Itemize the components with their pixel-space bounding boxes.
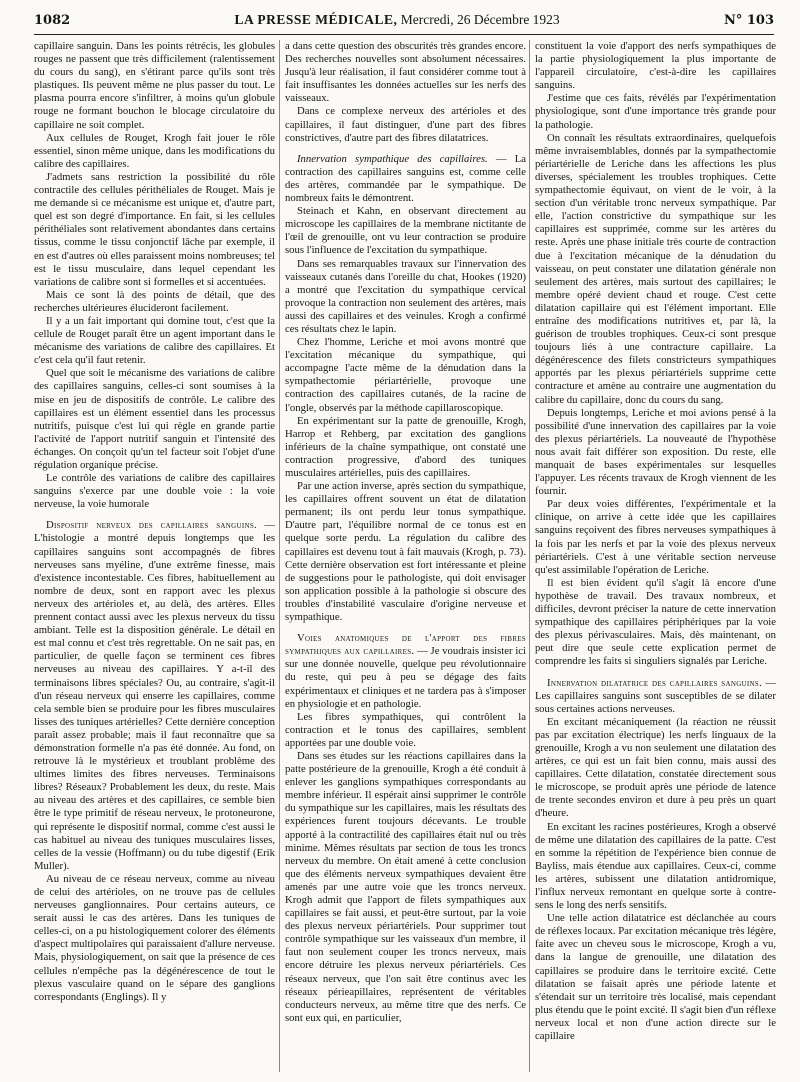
paragraph: Steinach et Kahn, en observant directement au microscope les capillaires de la membrane nictitante de l'œil de grenouille, ont vu leur contraction se produire sous l'influence de l'excitation du sympathique. [285,205,526,257]
paragraph: J'admets sans restriction la possibilité du rôle contractile des cellules périthéliales de Rouget. Mais je me demande si ce mécanisme est unique et, d'autre part, quel est son degré d'importance. En fait, si les cellules périthéliales sont relativement abondantes dans certains tissus, comme le tissu conjonctif lâche par exemple, il en est d'autres où elles paraissent moins nombreuses; tel est le tissu musculaire, dans lequel cependant les variations de calibre sont si formelles et si accentuées. [34,170,275,288]
paragraph: Par une action inverse, après section du sympathique, les capillaires offrent souvent un état de dilatation permanent; ils ont perdu leur tonus sympathique. D'autre part, l'équilibre normal de ce tonus est en quelque sorte perdu. La régulation du calibre des capillaires est devenu tout à fait mauvais (Krogh, p. 73). Cette dernière observation est fort intéressante et pleine de suggestions pour le pathologiste, qui doit envisager son application possible à la pathologie si obscure des troubles d'instabilité vasculaire d'origine nerveuse et sympathique. [285,480,526,624]
section-text: — Les capillaires sanguins sont susceptibles de se dilater sous certaines actions nerveuses. [535,676,776,715]
journal-masthead [234,12,559,28]
column-divider [279,40,280,1072]
page-number: 1082 [34,13,71,28]
issue-number: N° 103 [723,13,774,28]
text-column-1 [34,40,275,1074]
section-heading: Dispositif nerveux des capillaires sanguins. [46,519,257,532]
paragraph: Quel que soit le mécanisme des variations de calibre des capillaires sanguins, celles-ci sont soumises à la mise en jeu de dispositifs de contrôle. Le calibre des capillaires est un élément essentiel dans les processus nutritifs, puisque c'est lui qui règle en grande partie l'activité de l'apport nutritif sanguin et l'intensité des échanges. On conçoit qu'un tel facteur soit l'objet d'une régulation organique précise. [34,367,275,471]
column-divider [529,40,530,1072]
paragraph: Mais ce sont là des points de détail, que des recherches ultérieures élucideront facilement. [34,288,275,314]
paragraph: constituent la voie d'apport des nerfs sympathiques de la partie physiologiquement la plus importante de l'appareil circulatoire, c'est-à-dire les capillaires sanguins. [535,40,776,92]
page-header [34,12,774,35]
paragraph: En expérimentant sur la patte de grenouille, Krogh, Harrop et Rehberg, par excitation des ganglions inférieurs de la chaîne sympathique, ont constaté une contraction progressive, d'abord des tuniques musculaires artérielles, puis des capillaires. [285,414,526,479]
paragraph: Les fibres sympathiques, qui contrôlent la contraction et le tonus des capillaires, semblent apportées par une double voie. [285,710,526,749]
section-text: — Je voudrais insister ici sur une donnée nouvelle, quelque peu révolutionnaire du reste, qui peu à peu se dégage des faits expérimentaux et cliniques et ne tardera pas à s'imposer en physiologie et en pathologie. [285,645,526,710]
section-paragraph [285,153,526,205]
issue-date: Mercredi, 26 Décembre 1923 [400,12,560,27]
section-heading: Voies anatomiques de l'apport des fibres sympathiques aux capillaires. [285,632,526,658]
paragraph: Le contrôle des variations de calibre des capillaires sanguins s'exerce par une double voie : la voie nerveuse, la voie humorale [34,472,275,511]
section-text: — La contraction des capillaires sanguins est, comme celle des artères, commandée par le sympathique. De nombreux faits le démontrent. [285,152,526,205]
paragraph: capillaire sanguin. Dans les points rétrécis, les globules rouges ne passent que très difficilement (ralentissement du cours du sang), en s'étirant parce qu'ils sont très plastiques. Ils peuvent même ne plus passer du tout. Le plasma pourra encore s'infiltrer, à moins qu'un globule rouge ne formant bouchon le blocage circulatoire du capillaire ne soit complet. [34,40,275,131]
paragraph: On connaît les résultats extraordinaires, quelquefois même invraisemblables, donnés par la sympathectomie périartérielle de Leriche dans les affections les plus diverses, spécialement les troubles trophiques. Cette sympathectomie équivaut, on vient de le voir, à la section d'un véritable tronc nerveux sympathique. Par elle, l'action constrictive du sympathique sur les capillaires est supprimée, comme sur les artères du reste. Après une phase initiale très courte de contraction due à l'excitation mécanique de la dénudation du vaisseau, on peut constater une dilatation générale non seulement des artères, mais surtout des capillaires; le membre opéré devient chaud et rouge. C'est cette dilatation capillaire qui est l'élément important. Elle entraîne des modifications nutritives et, par là, la guérison de troubles trophiques. Ceux-ci sont presque toujours liés à une contracture capillaire. La dégénérescence des filets constricteurs sympathiques apportés par les plexus périartériels supprime cette contracture et amène au contraire une augmentation du calibre du capillaire, donc du cours du sang. [535,131,776,406]
paragraph: Chez l'homme, Leriche et moi avons montré que l'excitation mécanique du sympathique, qui accompagne l'acte même de la dénudation dans la sympathectomie périartérielle, provoque une contraction des capillaires cutanés, de la racine de l'ongle, observés par la méthode capillaroscopique. [285,336,526,414]
paragraph: J'estime que ces faits, révélés par l'expérimentation physiologique, sont d'une importance très grande pour la pathologie. [535,92,776,131]
paragraph: Depuis longtemps, Leriche et moi avions pensé à la possibilité d'une innervation des capillaires par la voie des plexus périartériels. La nouveauté de l'hypothèse nous avait fait différer son exposition. Du reste, elle manquait de bases expérimentales sur lesquelles l'appuyer. Les récents travaux de Krogh viennent de les fournir. [535,406,776,498]
section-heading: Innervation dilatatrice des capillaires sanguins. [547,676,763,689]
section-heading: Innervation sympathique des capillaires. [297,152,488,165]
paragraph: Au niveau de ce réseau nerveux, comme au niveau de celui des artérioles, on ne trouve pas de cellules nerveuses ganglionnaires. Pour certains auteurs, ce serait aussi le cas des artères. Dans les tuniques de celles-ci, on a pu histologiquement colorer des éléments d'aspect multipolaires qui paraissaient d'allure nerveuse. Mais, physiologiquement, on sait que la présence de ces cellules n'empêche pas la dégénérescence de tout le plexus vasculaire quand on le sépare des ganglions correspondants (Englings). Il y [34,872,275,1003]
paragraph: Une telle action dilatatrice est déclanchée au cours de réflexes locaux. Par excitation mécanique très légère, faite avec un cheveu sous le microscope, Krogh a vu, dans la langue de grenouille, une dilatation des capillaires se produire dans le territoire excité. Cette dilatation se faisait après une période latente et s'étendait sur un territoire très localisé, mais cependant plus étendu que le point excité. Il s'agit bien d'un réflexe nerveux local et non d'une action directe sur le capillaire [535,912,776,1043]
paragraph: a dans cette question des obscurités très grandes encore. Des recherches nouvelles sont absolument nécessaires. Jusqu'à leur réalisation, il faut considérer comme tout à fait insuffisantes les données actuelles sur les nerfs des vaisseaux. [285,40,526,105]
section-paragraph [285,632,526,711]
paragraph: Dans ce complexe nerveux des artérioles et des capillaires, il faut distinguer, d'une part des fibres constrictives, d'autre part des fibres dilatatrices. [285,105,526,144]
paragraph: Dans ses remarquables travaux sur l'innervation des vaisseaux cutanés dans l'oreille du chat, Hookes (1920) a montré que l'excitation du sympathique cervical provoque la contraction non seulement des artères, mais aussi des capillaires et des veinules. Krogh a confirmé ces résultats chez le lapin. [285,257,526,335]
paragraph: En excitant mécaniquement (la réaction ne réussit pas par excitation électrique) les nerfs linguaux de la grenouille, Krogh a vu non seulement une dilatation des artères, ce qui est un fait bien connu, mais aussi des capillaires. Cette dilatation, constatée directement sous le microscope, se produit après une période de latence de trente secondes environ et dure à peu près un quart d'heure. [535,715,776,820]
journal-title: LA PRESSE MÉDICALE, [234,12,398,27]
paragraph: Aux cellules de Rouget, Krogh fait jouer le rôle essentiel, sinon même unique, dans les modifications du calibre des capillaires. [34,131,275,170]
paragraph: Il est bien évident qu'il s'agit là encore d'une hypothèse de travail. Des travaux nombreux, et difficiles, devront préciser la nature de cette innervation sympathique des capillaires périphériques par la voie des plexus périvasculaires. Mais, dès maintenant, on peut dire que seule cette explication permet de comprendre les faits si singuliers signalés par Leriche. [535,576,776,668]
paragraph: En excitant les racines postérieures, Krogh a observé de même une dilatation des capillaires de la patte. C'est en somme la répétition de l'expérience bien connue de Bayliss, mais étendue aux capillaires. Ceux-ci, comme les artères, subissent une dilatation antidromique, l'influx nerveux remontant en quelque sorte à contre-sens le long des nerfs sensitifs. [535,820,776,912]
text-column-3 [535,40,776,1074]
section-text: — L'histologie a montré depuis longtemps que les capillaires sanguins sont accompagnés de fibres nerveuses sans myéline, d'une extrême finesse, mais d'existence incontestable. Ces fibres, habituellement au nombre de deux, sont en rapport avec les plexus nerveux des artérioles et, au delà, des artères. Elles prennent contact aussi avec les plexus nerveux du tissu ambiant. Telle est la disposition générale. Le détail en est mal connu et c'est très regrettable. On ne sait pas, en particulier, de quelle façon se terminent ces fibres nerveuses au niveau des capillaires. Y a-t-il des terminaisons libres spéciales? Ou, au contraire, s'agit-il d'un réseau nerveux qui enserre les capillaires, comme cela semble bien se produire pour les fibres musculaires lisses des tuniques artérielles? Cette dernière conception paraît assez probable; mais il faut reconnaître que sa démonstration formelle n'a pas été donnée. Au fond, on retrouve là le mystérieux et troublant problème des ultimes limites des fibres nerveuses. Terminaisons libres? Réseaux? Probablement les deux, du reste. Mais au niveau des artères et des capillaires, ce semble bien être le type primitif de réseau nerveux, le protoneurone, qui représente le dispositif normal, comme c'est aussi le cas habituel au niveau des tuniques musculaires lisses, celles de la vessie (Hoffmann) ou du tube digestif (Erik Muller). [34,519,275,872]
paragraph: Par deux voies différentes, l'expérimentale et la clinique, on arrive à cette idée que les capillaires sanguins reçoivent des fibres nerveuses sympathiques à la fois par les nerfs et par la voie des plexus nerveux périartériels. C'est à une véritable section nerveuse qu'est assimilable l'opération de Leriche. [535,498,776,576]
text-column-2 [285,40,526,1074]
paragraph: Dans ses études sur les réactions capillaires dans la patte postérieure de la grenouille, Krogh a été conduit à enlever les ganglions sympathiques correspondants au membre inférieur. Il espérait ainsi supprimer le contrôle du sympathique sur les capillaires, mais les résultats des expériences furent toujours décevants. Le trouble apporté à la contractilité des capillaires était nul ou très minime. Mêmes résultats par section de tous les troncs nerveux du membre. On était amené à cette conclusion que des éléments nerveux sympathiques devaient être amenés par une autre voie que les troncs nerveux. Krogh admit que l'apport de filets sympathiques aux capillaires se fait aussi, et peut-être surtout, par la voie des plexus nerveux périartériels. Pour supprimer tout contrôle sympathique sur les vaisseaux d'un membre, il faut non seulement couper les troncs nerveux, mais encore détruire les plexus nerveux périartériels. Ces réseaux nerveux, que l'on sait être continus avec les réseaux périeapillaires, représentent de véritables conducteurs nerveux, au même titre que des nerfs. Ce sont eux qui, en particulier, [285,749,526,1024]
section-paragraph [535,677,776,716]
section-paragraph [34,519,275,873]
paragraph: Il y a un fait important qui domine tout, c'est que la cellule de Rouget paraît être un agent important dans le mécanisme des variations de calibre des capillaires. Et c'est cela qu'il faut retenir. [34,314,275,367]
